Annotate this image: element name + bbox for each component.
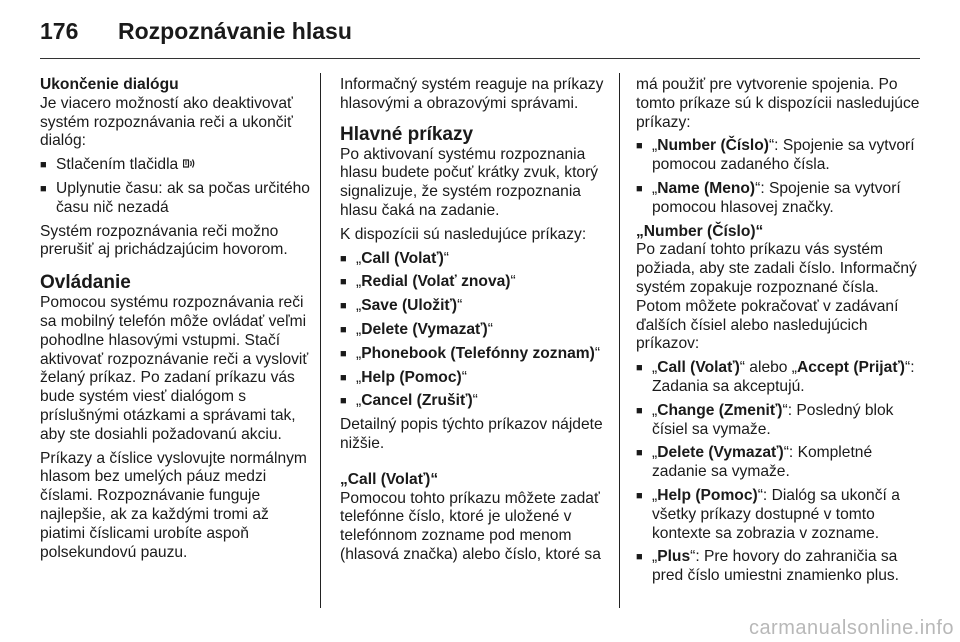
command-list bbox=[636, 137, 926, 217]
bullet-list bbox=[40, 156, 312, 217]
list-item: ■ „Save (Uložiť)“ bbox=[340, 297, 615, 316]
list-item: ■ „Plus“: Pre hovory do zahraničia sa pred číslo umiestni znamienko plus. bbox=[636, 548, 926, 586]
page-header bbox=[40, 12, 920, 62]
list-item: ■ „Phonebook (Telefónny zoznam)“ bbox=[340, 345, 615, 364]
command-name: Help (Pomoc) bbox=[361, 368, 462, 386]
speech-button-icon bbox=[183, 156, 197, 175]
list-item: ■ „Delete (Vymazať)“ bbox=[340, 321, 615, 340]
paragraph: Po aktivovaní systému rozpoznania hlasu budete počuť krátky zvuk, ktorý signalizuje, že systém rozpoznania hlasu čaká na zadanie. bbox=[340, 145, 599, 219]
column-left bbox=[40, 76, 312, 567]
command-name: Call (Volať) bbox=[657, 359, 740, 377]
command-name: Delete (Vymazať) bbox=[657, 444, 784, 462]
command-name: Plus bbox=[657, 548, 691, 566]
list-item-text: : Kompletné zadanie sa vymaže. bbox=[652, 444, 873, 481]
heading-number: „Number (Číslo)“ bbox=[636, 222, 764, 240]
list-item: ■ „Delete (Vymazať)“: Kompletné zadanie sa vymaže. bbox=[636, 444, 926, 482]
command-name: Accept (Prijať) bbox=[796, 359, 905, 377]
heading-call: „Call (Volať)“ bbox=[340, 470, 439, 488]
heading-ukoncenie: Ukončenie dialógu bbox=[40, 76, 179, 93]
command-name: Phonebook (Telefónny zoznam) bbox=[361, 344, 595, 362]
command-name: Call (Volať) bbox=[361, 249, 444, 267]
list-item: ■ „Change (Zmeniť)“: Posledný blok čísiel sa vymaže. bbox=[636, 402, 926, 440]
command-list bbox=[340, 250, 615, 412]
list-item bbox=[40, 156, 312, 175]
list-item: ■ Uplynutie času: ak sa počas určitého času nič nezadá bbox=[40, 180, 312, 218]
page-number: 176 bbox=[40, 18, 79, 44]
paragraph: Príkazy a číslice vyslovujte normálnym hlasom bez umelých páuz medzi číslami. Rozpoznávanie funguje najlepšie, ak za každými tromi až piatimi číslicami urobíte aspoň polsekundovú pauzu. bbox=[40, 449, 307, 561]
list-item: ■ „Call (Volať)“ bbox=[340, 250, 615, 269]
command-name: Delete (Vymazať) bbox=[361, 320, 488, 338]
paragraph: Pomocou tohto príkazu môžete zadať telefónne číslo, ktoré je uložené v telefónnom zozname pod menom (hlasová značka) alebo číslo, ktoré sa bbox=[340, 489, 601, 563]
paragraph: Detailný popis týchto príkazov nájdete nižšie. bbox=[340, 416, 603, 452]
list-item: ■ „Help (Pomoc)“ bbox=[340, 369, 615, 388]
paragraph: K dispozícii sú nasledujúce príkazy: bbox=[340, 225, 587, 243]
list-item-text: : Pre hovory do zahraničia sa pred číslo umiestni znamienko plus. bbox=[652, 548, 900, 585]
list-item-text: alebo „ bbox=[744, 359, 797, 377]
list-item-text: : Dialóg sa ukončí a všetky príkazy dostupné v tomto kontexte sa zobrazia v zozname. bbox=[652, 486, 900, 542]
command-list bbox=[636, 359, 926, 586]
list-item: ■ „Call (Volať)“ alebo „Accept (Prijať)“: Zadania sa akceptujú. bbox=[636, 359, 926, 397]
column-divider bbox=[619, 73, 620, 608]
section-hlavne-prikazy: Hlavné príkazy bbox=[340, 123, 474, 145]
paragraph: Je viacero možností ako deaktivovať systém rozpoznávania reči a ukončiť dialóg: bbox=[40, 94, 293, 150]
paragraph: Po zadaní tohto príkazu vás systém požiada, aby ste zadali číslo. Informačný systém zopakuje rozpoznané čísla. Potom môžete pokračovať v zadávaní ďalších čísiel alebo nasledujúcich príkazov: bbox=[636, 241, 917, 353]
watermark: carmanualsonline.info bbox=[748, 617, 954, 639]
list-item-text: : Posledný blok čísiel sa vymaže. bbox=[652, 401, 894, 438]
command-name: Cancel (Zrušiť) bbox=[361, 392, 473, 410]
list-item-text: : Spojenie sa vytvorí pomocou hlasovej značky. bbox=[652, 179, 901, 216]
command-name: Save (Uložiť) bbox=[361, 297, 458, 315]
command-name: Name (Meno) bbox=[657, 179, 756, 197]
paragraph: Systém rozpoznávania reči možno prerušiť aj prichádzajúcim hovorom. bbox=[40, 222, 288, 259]
command-name: Help (Pomoc) bbox=[657, 486, 758, 504]
list-item: ■ „Name (Meno)“: Spojenie sa vytvorí pomocou hlasovej značky. bbox=[636, 180, 926, 218]
command-name: Change (Zmeniť) bbox=[657, 401, 783, 419]
paragraph: má použiť pre vytvorenie spojenia. Po tomto príkaze sú k dispozícii nasledujúce príkazy: bbox=[636, 76, 920, 131]
column-middle bbox=[340, 76, 615, 570]
list-item-text: : Zadania sa akceptujú. bbox=[652, 359, 915, 395]
list-item: ■ „Cancel (Zrušiť)“ bbox=[340, 392, 615, 411]
section-ovladanie: Ovládanie bbox=[40, 272, 131, 294]
page-title: Rozpoznávanie hlasu bbox=[118, 18, 352, 44]
list-item-text: : Spojenie sa vytvorí pomocou zadaného čísla. bbox=[652, 137, 915, 174]
paragraph: Informačný systém reaguje na príkazy hlasovými a obrazovými správami. bbox=[340, 76, 604, 112]
list-item: ■ „Redial (Volať znova)“ bbox=[340, 273, 615, 292]
list-item-text: Stlačením tlačidla bbox=[56, 156, 179, 174]
command-name: Number (Číslo) bbox=[657, 137, 769, 155]
header-rule bbox=[40, 58, 920, 59]
column-right bbox=[636, 76, 926, 591]
paragraph: Pomocou systému rozpoznávania reči sa mobilný telefón môže ovládať veľmi pohodlne hlasovými vstupmi. Stačí aktivovať rozpoznávanie reči a vysloviť želaný príkaz. Po zadaní príkazu vás bude systém viesť dialógom s príslušnými otázkami a správami tak, aby ste dosiahli požadovanú akciu. bbox=[40, 294, 309, 443]
column-divider bbox=[320, 73, 321, 608]
list-item: ■ „Number (Číslo)“: Spojenie sa vytvorí pomocou zadaného čísla. bbox=[636, 137, 926, 175]
command-name: Redial (Volať znova) bbox=[361, 273, 511, 291]
list-item: ■ „Help (Pomoc)“: Dialóg sa ukončí a všetky príkazy dostupné v tomto kontexte sa zobrazia v zozname. bbox=[636, 487, 926, 543]
